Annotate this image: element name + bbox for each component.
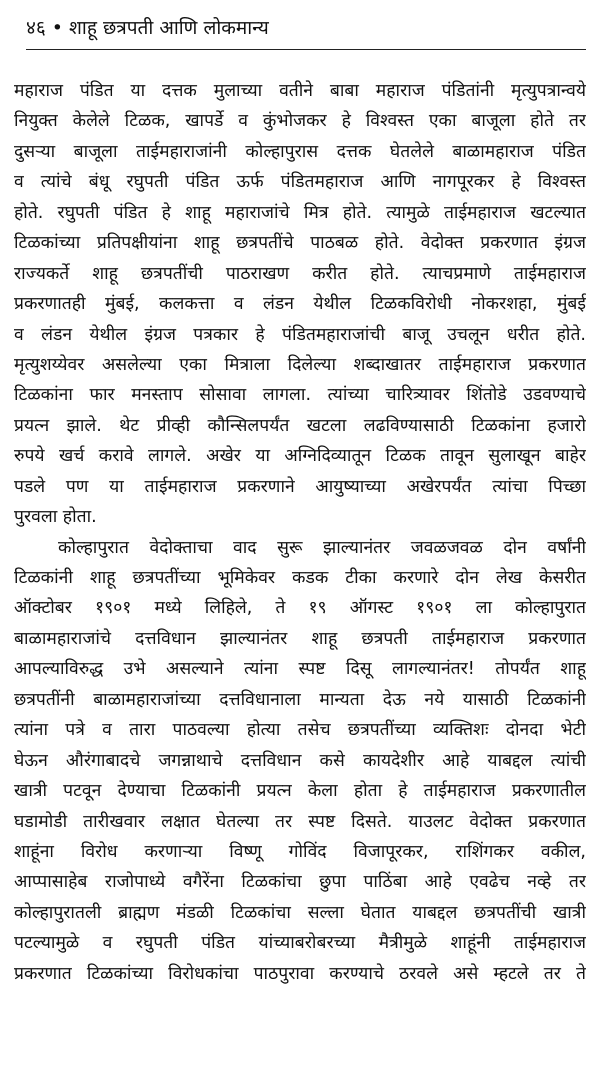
text-line: महाराज पंडित या दत्तक मुलाच्या वतीने बाबा महाराज पंडितांनी मृत्युपत्रान्वये: [14, 81, 586, 101]
text-line: कोल्हापुरातली ब्राह्मण मंडळी टिळकांचा सल्ला घेतात याबद्दल छत्रपतींची खात्री: [14, 902, 586, 923]
text-line: पुरवला होता.: [14, 507, 97, 528]
text-line: होते. रघुपती पंडित हे शाहू महाराजांचे मित्र होते. त्यामुळे ताईमहाराज खटल्यात: [14, 202, 586, 223]
running-title: शाहू छत्रपती आणि लोकमान्य: [68, 17, 269, 39]
text-line: पटल्यामुळे व रघुपती पंडित यांच्याबरोबरच्या मैत्रीमुळे शाहूंनी ताईमहाराज: [14, 933, 586, 954]
text-line: प्रकरणात टिळकांच्या विरोधकांचा पाठपुरावा करण्याचे ठरवले असे म्हटले तर ते: [14, 963, 586, 984]
text-line: कोल्हापुरात वेदोक्ताचा वाद सुरू झाल्यानंतर जवळजवळ दोन वर्षांनी: [58, 537, 586, 558]
text-line: टिळकांच्या प्रतिपक्षीयांना शाहू छत्रपतींचे पाठबळ होते. वेदोक्त प्रकरणात इंग्रज: [14, 233, 586, 254]
text-line: व लंडन येथील इंग्रज पत्रकार हे पंडितमहाराजांची बाजू उचलून धरीत होते.: [14, 324, 586, 345]
text-line: आप्पासाहेब राजोपाध्ये वगैरेंना टिळकांचा छुपा पाठिंबा आहे एवढेच नव्हे तर: [14, 872, 586, 893]
text-line: टिळकांनी शाहू छत्रपतींच्या भूमिकेवर कडक टीका करणारे दोन लेख केसरीत: [14, 568, 586, 588]
text-line: घेऊन औरंगाबादचे जगन्नाथाचे दत्तविधान कसे कायदेशीर आहे याबद्दल त्यांची: [14, 750, 586, 771]
text-line: शाहूंना विरोध करणाऱ्या विष्णू गोविंद विजापूरकर, राशिंगकर वकील,: [14, 841, 586, 862]
text-line: ऑक्टोबर १९०१ मध्ये लिहिले, ते १९ ऑगस्ट १९०१ ला कोल्हापुरात: [14, 598, 586, 619]
paragraph-2: [14, 533, 586, 990]
page-header: [26, 10, 586, 50]
header-bullet: •: [51, 17, 63, 39]
text-line: राज्यकर्ते शाहू छत्रपतींची पाठराखण करीत होते. त्याचप्रमाणे ताईमहाराज: [14, 263, 586, 284]
text-line: खात्री पटवून देण्याचा टिळकांनी प्रयत्न केला होता हे ताईमहाराज प्रकरणातील: [14, 781, 586, 802]
text-line: मृत्युशय्येवर असलेल्या एका मित्राला दिलेल्या शब्दाखातर ताईमहाराज प्रकरणात: [14, 354, 586, 375]
text-line: घडामोडी तारीखवार लक्षात घेतल्या तर स्पष्ट दिसते. याउलट वेदोक्त प्रकरणात: [14, 811, 586, 832]
text-line: टिळकांना फार मनस्ताप सोसावा लागला. त्यांच्या चारित्र्यावर शिंतोडे उडवण्याचे: [14, 385, 586, 406]
text-line: दुसऱ्या बाजूला ताईमहाराजांनी कोल्हापुरास दत्तक घेतलेले बाळामहाराज पंडित: [14, 141, 586, 162]
text-line: प्रयत्न झाले. थेट प्रीव्ही कौन्सिलपर्यंत खटला लढविण्यासाठी टिळकांना हजारो: [14, 415, 586, 436]
page-number: ४६: [26, 17, 46, 39]
text-line: नियुक्त केलेले टिळक, खापर्डे व कुंभोजकर हे विश्वस्त एका बाजूला होते तर: [14, 111, 586, 132]
paragraph-1: [14, 76, 586, 533]
text-line: व त्यांचे बंधू रघुपती पंडित ऊर्फ पंडितमहाराज आणि नागपूरकर हे विश्वस्त: [14, 172, 586, 193]
body-text: [14, 76, 586, 989]
text-line: छत्रपतींनी बाळामहाराजांच्या दत्तविधानाला मान्यता देऊ नये यासाठी टिळकांनी: [14, 689, 586, 710]
text-line: प्रकरणातही मुंबई, कलकत्ता व लंडन येथील टिळकविरोधी नोकरशहा, मुंबई: [14, 294, 586, 315]
text-line: त्यांना पत्रे व तारा पाठवल्या होत्या तसेच छत्रपतींच्या व्यक्तिशः दोनदा भेटी: [14, 720, 586, 741]
text-line: बाळामहाराजांचे दत्तविधान झाल्यानंतर शाहू छत्रपती ताईमहाराज प्रकरणात: [14, 628, 586, 649]
text-line: आपल्याविरुद्ध उभे असल्याने त्यांना स्पष्ट दिसू लागल्यानंतर! तोपर्यंत शाहू: [14, 659, 586, 680]
text-line: रुपये खर्च करावे लागले. अखेर या अग्निदिव्यातून टिळक तावून सुलाखून बाहेर: [14, 446, 586, 467]
text-line: पडले पण या ताईमहाराज प्रकरणाने आयुष्याच्या अखेरपर्यंत त्यांचा पिच्छा: [14, 476, 586, 497]
